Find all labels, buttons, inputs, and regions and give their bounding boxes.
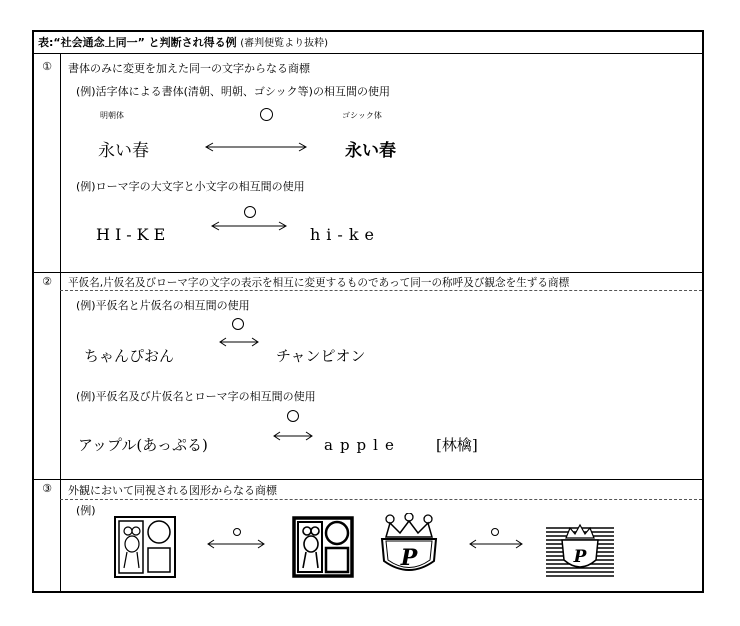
row-divider-3 xyxy=(34,479,702,480)
gothic-label: ゴシック体 xyxy=(342,111,382,120)
frog-logo xyxy=(292,516,354,578)
row-number-1: ① xyxy=(42,60,52,73)
kanji-apple-sample: [林檎] xyxy=(436,436,478,454)
lowercase-sample: hi-ke xyxy=(310,225,380,244)
circle-icon xyxy=(260,108,273,121)
example-table xyxy=(32,30,704,593)
table-title xyxy=(34,32,702,54)
svg-text:P: P xyxy=(400,545,418,571)
row1-example2-caption: (例)ローマ字の大文字と小文字の相互間の使用 xyxy=(76,180,305,193)
row1-example1-caption: (例)活字体による書体(清朝、明朝、ゴシック等)の相互間の使用 xyxy=(76,85,390,98)
row-number-2: ② xyxy=(42,275,52,288)
hiragana-sample: ちゃんぴおん xyxy=(84,347,175,365)
circle-icon xyxy=(233,528,241,536)
row3-dashed-divider xyxy=(60,499,702,500)
uppercase-sample: HI-KE xyxy=(96,225,171,244)
frog-logo xyxy=(114,516,176,578)
roman-apple-sample: apple xyxy=(324,436,401,454)
double-arrow-icon xyxy=(204,140,308,154)
circle-icon xyxy=(287,410,299,422)
circle-icon xyxy=(244,206,256,218)
row1-heading: 書体のみに変更を加えた同一の文字からなる商標 xyxy=(68,62,310,75)
number-column-divider xyxy=(60,54,61,591)
row2-dashed-divider xyxy=(60,290,702,291)
row2-example1-caption: (例)平仮名と片仮名の相互間の使用 xyxy=(76,299,250,312)
row-number-3: ③ xyxy=(42,482,52,495)
gothic-sample: 永い春 xyxy=(345,141,396,161)
kana-apple-sample: アップル(あっぷる) xyxy=(78,436,208,454)
row-divider-2 xyxy=(34,272,702,273)
double-arrow-icon xyxy=(468,538,524,550)
table-title-source: (審判便覧より抜粋) xyxy=(240,38,328,49)
double-arrow-icon xyxy=(206,538,266,550)
circle-icon xyxy=(232,318,244,330)
mincho-sample: 永い春 xyxy=(98,141,149,161)
circle-icon xyxy=(491,528,499,536)
row2-heading: 平仮名,片仮名及びローマ字の文字の表示を相互に変更するものであって同一の称呼及び観念を生ずる商標 xyxy=(68,277,570,289)
double-arrow-icon xyxy=(272,430,314,442)
row3-example-caption: (例) xyxy=(76,504,96,517)
table-title-main: 表:“社会通念上同一” と判断され得る例 xyxy=(38,36,237,49)
double-arrow-icon xyxy=(218,336,260,348)
double-arrow-icon xyxy=(210,220,288,232)
crown-shield-logo xyxy=(544,520,616,580)
crown-shield-logo xyxy=(378,513,440,579)
katakana-sample: チャンピオン xyxy=(276,347,366,365)
row3-heading: 外観において同視される図形からなる商標 xyxy=(68,484,277,497)
svg-text:P: P xyxy=(573,547,587,567)
mincho-label: 明朝体 xyxy=(100,111,124,120)
row2-example2-caption: (例)平仮名及び片仮名とローマ字の相互間の使用 xyxy=(76,390,316,403)
